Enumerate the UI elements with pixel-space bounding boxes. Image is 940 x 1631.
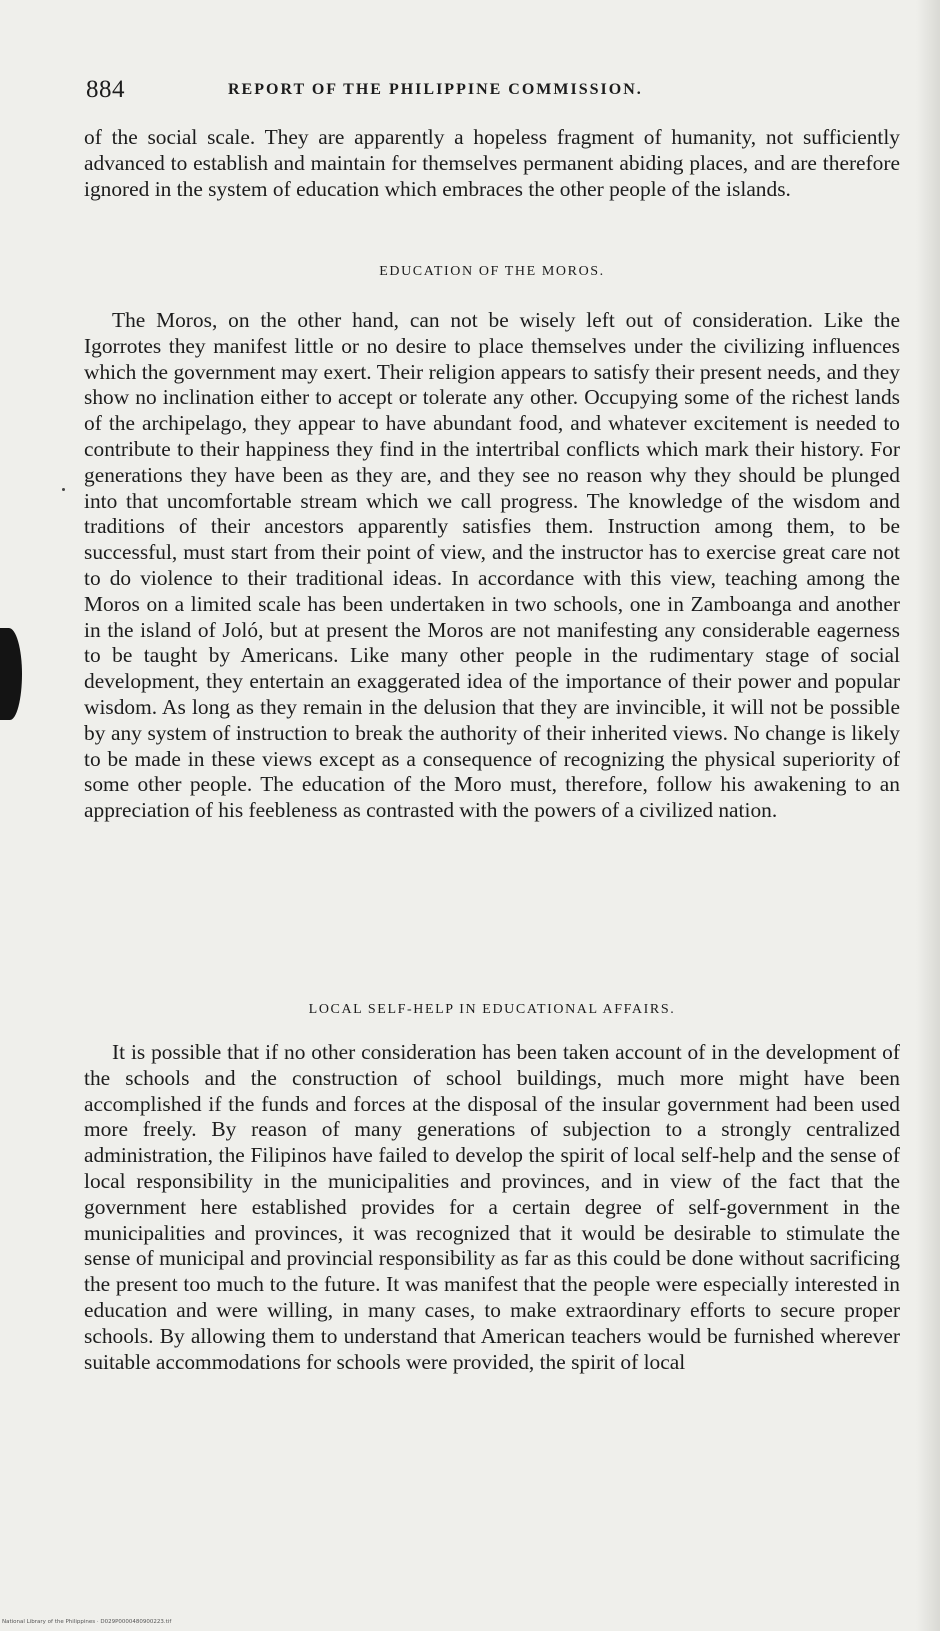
running-head: REPORT OF THE PHILIPPINE COMMISSION. (228, 81, 643, 98)
scan-credit-footer: National Library of the Philippines · D029P0000480900223.tif (2, 1619, 172, 1625)
page-edge-shadow (916, 0, 940, 1631)
body-paragraph: of the social scale. They are apparently a hopeless fragment of humanity, not sufficiently advanced to establish and maintain for themselves permanent abiding places, and are therefore ignored in the system of education which embraces the other people of the islands. (84, 125, 900, 201)
stray-ink-dot (62, 488, 65, 491)
body-paragraph: It is possible that if no other consideration has been taken account of in the development of the schools and the construction of school buildings, much more might have been accomplished if the funds and forces at the disposal of the insular government had been used more freely. By reason of many generations of subjection to a strongly centralized administration, the Filipinos have failed to develop the spirit of local self-help and the sense of local responsibility in the municipalities and provinces, and in view of the fact that the government here established provides for a certain degree of self-government in the municipalities and provinces, it was recognized that it would be desirable to stimulate the sense of municipal and provincial responsibility as far as this could be done without sacrificing the present too much to the future. It was manifest that the people were especially interested in education and were willing, in many cases, to make extraordinary efforts to secure proper schools. By allowing them to understand that American teachers would be furnished wherever suitable accommodations for schools were provided, the spirit of local (84, 1040, 900, 1374)
page-number: 884 (86, 76, 125, 103)
page-header (86, 76, 894, 110)
section-heading-self-help: LOCAL SELF-HELP IN EDUCATIONAL AFFAIRS. (308, 1002, 676, 1017)
section-heading-moros: EDUCATION OF THE MOROS. (379, 264, 605, 279)
body-paragraph: The Moros, on the other hand, can not be wisely left out of consideration. Like the Igorrotes they manifest little or no desire to place themselves under the civilizing influences which the government may exert. Their religion appears to satisfy their present needs, and they show no inclination either to accept or tolerate any other. Occupying some of the richest lands of the archipelago, they appear to have abundant food, and whatever excitement is needed to contribute to their happiness they find in the intertribal conflicts which mark their history. For generations they have been as they are, and they see no reason why they should be plunged into that uncomfortable stream which we call progress. The knowledge of the wisdom and traditions of their ancestors apparently satisfies them. Instruction among them, to be successful, must start from their point of view, and the instructor has to exercise great care not to do violence to their traditional ideas. In accordance with this view, teaching among the Moros on a limited scale has been undertaken in two schools, one in Zamboanga and another in the island of Joló, but at present the Moros are not manifesting any considerable eagerness to be taught by Americans. Like many other people in the rudimentary stage of social development, they entertain an exaggerated idea of the importance of their power and popular wisdom. As long as they remain in the delusion that they are invincible, it will not be possible by any system of instruction to break the authority of their inherited views. No change is likely to be made in these views except as a consequence of recognizing the physical superiority of some other people. The education of the Moro must, therefore, follow his awakening to an appreciation of his feebleness as contrasted with the powers of a civilized nation. (84, 308, 900, 823)
ink-blot-mark (0, 628, 22, 720)
